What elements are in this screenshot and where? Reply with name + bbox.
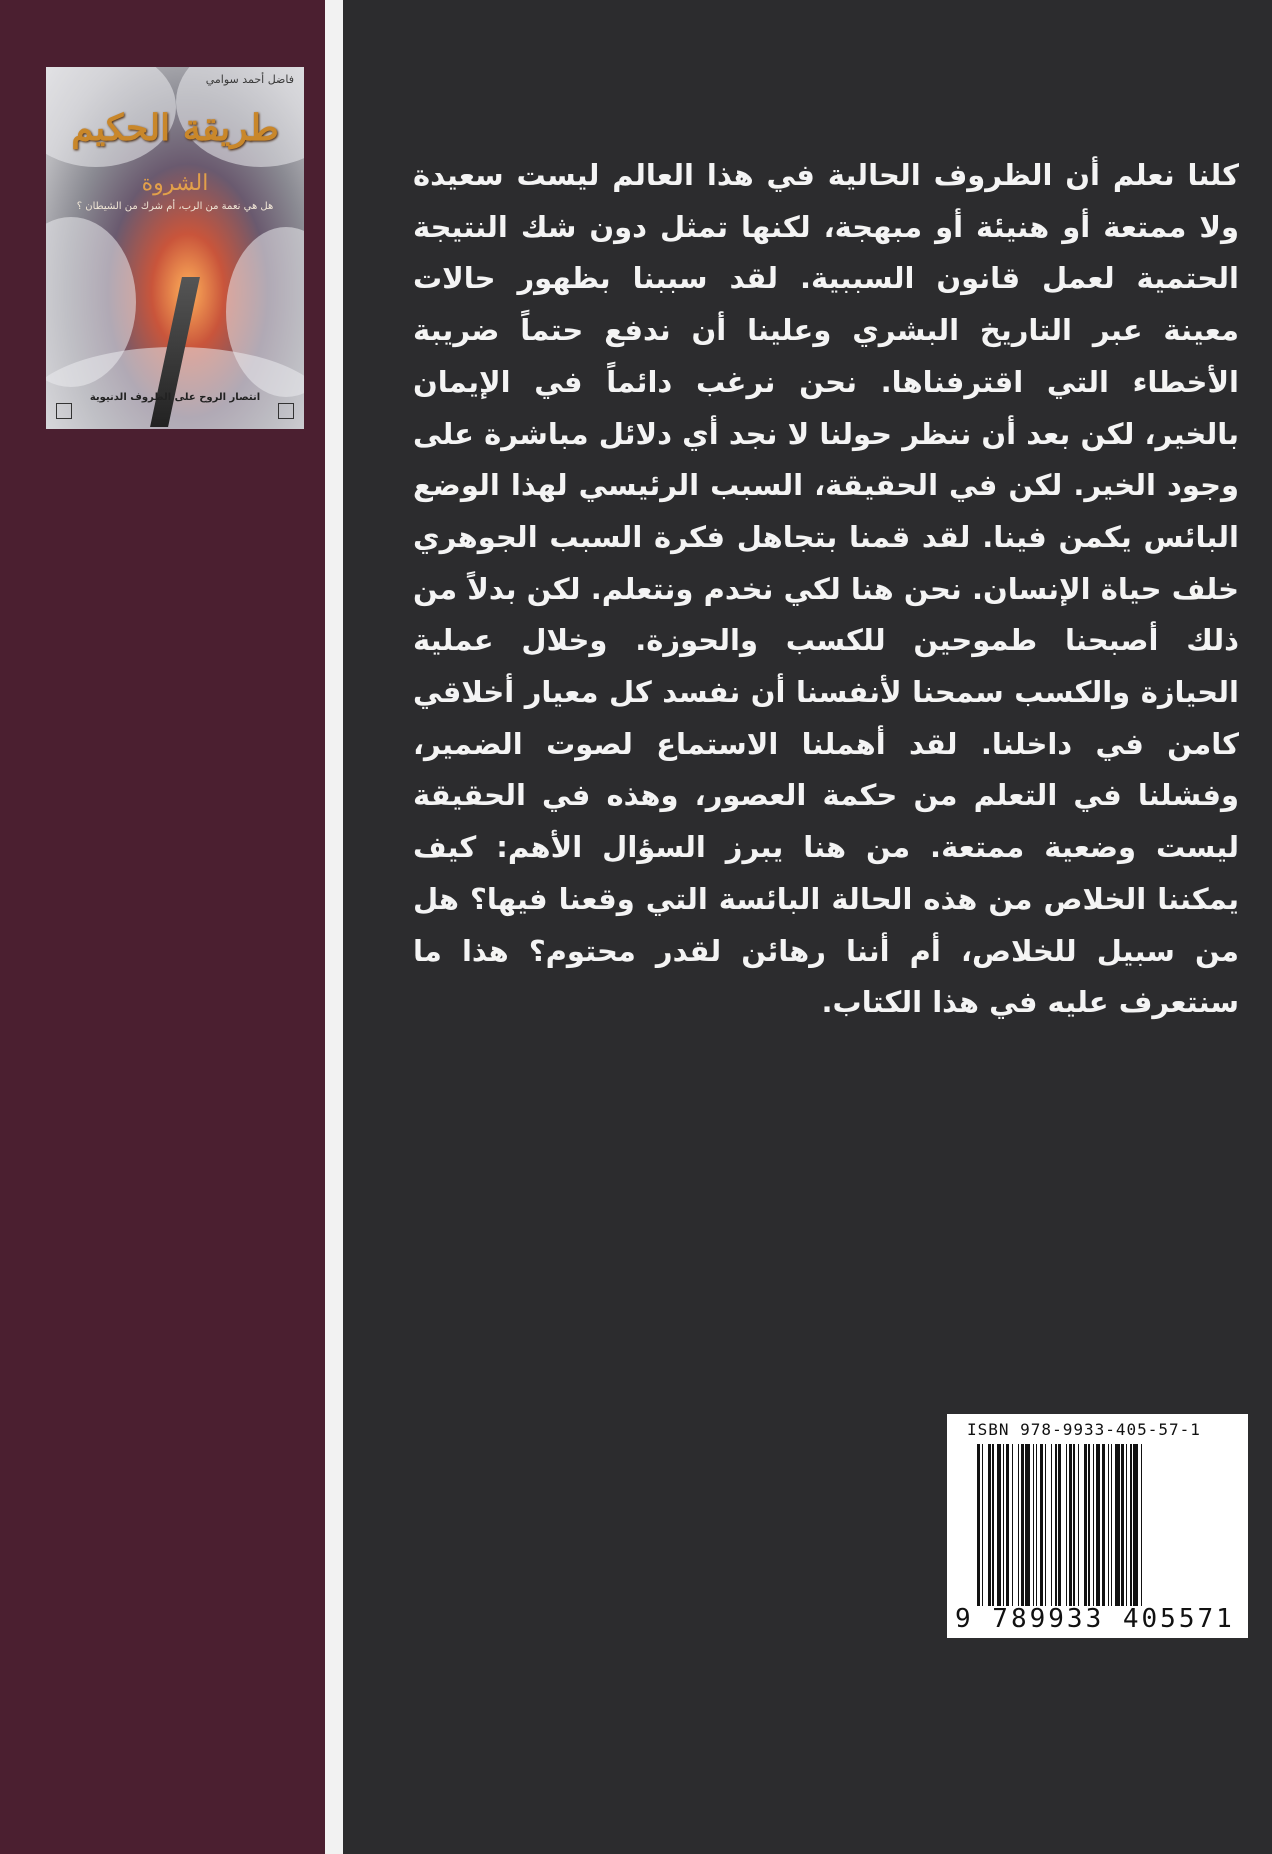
book-spine (0, 0, 325, 1854)
cover-tagline: هل هي نعمة من الرب، أم شرك من الشيطان ؟ (76, 201, 274, 212)
barcode-bars (977, 1444, 1239, 1606)
series-logo-icon (278, 403, 294, 419)
cover-bottom-text: انتصار الروح على الظروف الدنيوية (89, 392, 261, 403)
back-cover-blurb: كلنا نعلم أن الظروف الحالية في هذا العالم ليست سعيدة ولا ممتعة أو هنيئة أو مبهجة، لكنها تمثل دون شك النتيجة الحتمية لعمل قانون السببية. لقد سببنا بظهور حالات معينة عبر التاريخ البشري وعلينا أن ندفع حتماً ضريبة الأخطاء التي اقترفناها. نحن نرغب دائماً في الإيمان بالخير، لكن بعد أن ننظر حولنا لا نجد أي دلائل مباشرة على وجود الخير. لكن في الحقيقة، السبب الرئيسي لهذا الوضع البائس يكمن فينا. لقد قمنا بتجاهل فكرة السبب الجوهري خلف حياة الإنسان. نحن هنا لكي نخدم ونتعلم. لكن بدلاً من ذلك أصبحنا طموحين للكسب والحوزة. وخلال عملية الحيازة والكسب سمحنا لأنفسنا أن نفسد كل معيار أخلاقي كامن في داخلنا. لقد أهملنا الاستماع لصوت الضمير، وفشلنا في التعلم من حكمة العصور، وهذه في الحقيقة ليست وضعية ممتعة. من هنا يبرز السؤال الأهم: كيف يمكننا الخلاص من هذه الحالة البائسة التي وقعنا فيها؟ هل من سبيل للخلاص، أم أننا رهائن لقدر محتوم؟ هذا ما سنتعرف عليه في هذا الكتاب. (413, 158, 1239, 1020)
cover-subtitle: الشروة (141, 171, 209, 196)
front-cover-thumbnail (46, 67, 304, 429)
cover-title: طريقة الحكيم (71, 107, 279, 149)
publisher-logo-icon (56, 403, 72, 419)
ean-digits: 9 789933 405571 (955, 1604, 1235, 1634)
isbn-barcode (947, 1414, 1248, 1638)
cover-author: فاضل أحمد سوامي (205, 73, 294, 86)
isbn-label: ISBN 978-9933-405-57-1 (967, 1420, 1201, 1439)
spine-divider (325, 0, 343, 1854)
